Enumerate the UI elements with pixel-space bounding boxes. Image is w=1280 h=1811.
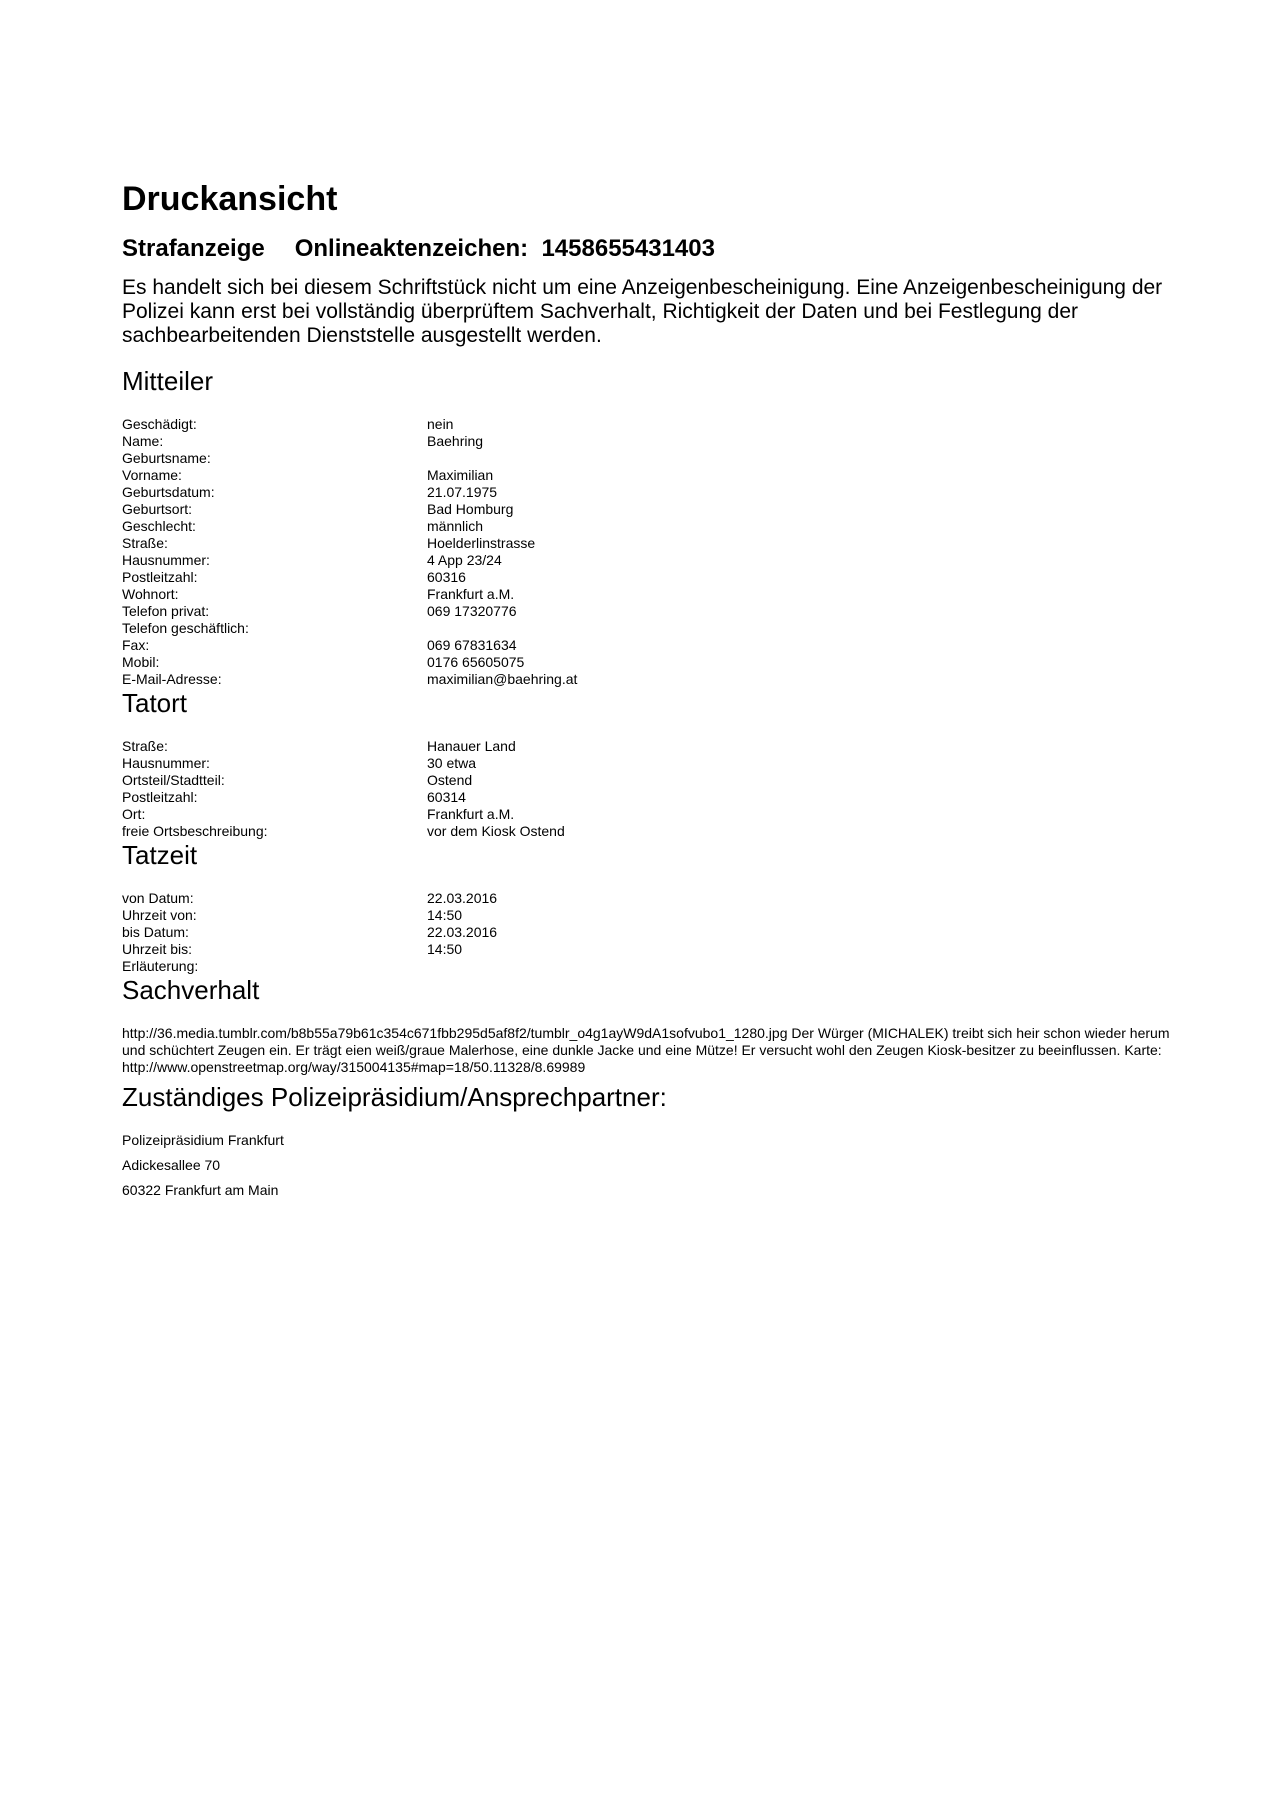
field-row bbox=[122, 484, 1172, 501]
field-value: Hanauer Land bbox=[427, 738, 516, 754]
field-label: Name: bbox=[122, 433, 164, 449]
field-row bbox=[122, 671, 1172, 688]
field-row bbox=[122, 467, 1172, 484]
page-title: Druckansicht bbox=[122, 180, 338, 218]
disclaimer-text: Es handelt sich bei diesem Schriftstück nicht um eine Anzeigenbescheinigung. Eine Anzeigenbescheinigung der Polizei kann erst bei vollständig überprüftem Sachverhalt, Richtigkeit der Daten und bei Festlegung der sachbearbeitenden Dienststelle ausgestellt werden. bbox=[122, 276, 1163, 347]
field-label: Straße: bbox=[122, 738, 168, 754]
tatzeit-fields bbox=[122, 890, 1172, 975]
field-value: 14:50 bbox=[427, 907, 463, 923]
field-label: Geburtsname: bbox=[122, 450, 211, 466]
field-value: Bad Homburg bbox=[427, 501, 514, 517]
police-city: 60322 Frankfurt am Main bbox=[122, 1182, 279, 1198]
field-label: Geschlecht: bbox=[122, 518, 196, 534]
section-heading-tatzeit: Tatzeit bbox=[122, 840, 198, 870]
field-row bbox=[122, 501, 1172, 518]
field-row bbox=[122, 416, 1172, 433]
field-row bbox=[122, 924, 1172, 941]
field-value: 069 67831634 bbox=[427, 637, 517, 653]
section-heading-sachverhalt: Sachverhalt bbox=[122, 975, 260, 1005]
field-value: 0176 65605075 bbox=[427, 654, 525, 670]
police-street: Adickesallee 70 bbox=[122, 1157, 221, 1173]
field-value: nein bbox=[427, 416, 454, 432]
field-label: Straße: bbox=[122, 535, 168, 551]
field-row bbox=[122, 958, 1172, 975]
field-label: von Datum: bbox=[122, 890, 194, 906]
case-number-label: Onlineaktenzeichen: bbox=[294, 235, 529, 262]
field-value: Hoelderlinstrasse bbox=[427, 535, 536, 551]
field-label: Mobil: bbox=[122, 654, 160, 670]
field-row bbox=[122, 450, 1172, 467]
print-view-document bbox=[122, 178, 1172, 1207]
field-value: 069 17320776 bbox=[427, 603, 517, 619]
field-row bbox=[122, 941, 1172, 958]
field-row bbox=[122, 620, 1172, 637]
police-name: Polizeipräsidium Frankfurt bbox=[122, 1132, 284, 1148]
field-value: 21.07.1975 bbox=[427, 484, 498, 500]
field-row bbox=[122, 907, 1172, 924]
field-value: 30 etwa bbox=[427, 755, 477, 771]
field-label: freie Ortsbeschreibung: bbox=[122, 823, 268, 839]
field-label: Hausnummer: bbox=[122, 755, 210, 771]
field-value: 22.03.2016 bbox=[427, 890, 498, 906]
mitteiler-fields bbox=[122, 416, 1172, 688]
field-label: bis Datum: bbox=[122, 924, 189, 940]
field-label: Geschädigt: bbox=[122, 416, 197, 432]
field-value: 60316 bbox=[427, 569, 466, 585]
field-value bbox=[427, 450, 1172, 467]
report-type: Strafanzeige bbox=[122, 235, 265, 262]
field-label: Uhrzeit von: bbox=[122, 907, 197, 923]
section-heading-tatort: Tatort bbox=[122, 688, 188, 718]
field-label: Fax: bbox=[122, 637, 150, 653]
field-row bbox=[122, 569, 1172, 586]
field-row bbox=[122, 586, 1172, 603]
field-label: Hausnummer: bbox=[122, 552, 210, 568]
field-value: 22.03.2016 bbox=[427, 924, 498, 940]
field-value bbox=[427, 958, 1172, 975]
field-row bbox=[122, 535, 1172, 552]
tatort-fields bbox=[122, 738, 1172, 840]
field-value bbox=[427, 620, 1172, 637]
field-label: Erläuterung: bbox=[122, 958, 199, 974]
field-label: Ortsteil/Stadtteil: bbox=[122, 772, 225, 788]
section-heading-mitteiler: Mitteiler bbox=[122, 366, 214, 396]
field-label: Postleitzahl: bbox=[122, 569, 198, 585]
field-value: Maximilian bbox=[427, 467, 494, 483]
field-value: vor dem Kiosk Ostend bbox=[427, 823, 565, 839]
case-number: 1458655431403 bbox=[541, 235, 715, 262]
field-row bbox=[122, 823, 1172, 840]
field-value: Frankfurt a.M. bbox=[427, 586, 515, 602]
field-label: Uhrzeit bis: bbox=[122, 941, 193, 957]
field-row bbox=[122, 890, 1172, 907]
field-row bbox=[122, 637, 1172, 654]
field-value: Baehring bbox=[427, 433, 484, 449]
field-label: Wohnort: bbox=[122, 586, 179, 602]
field-value: 4 App 23/24 bbox=[427, 552, 502, 568]
field-label: Telefon privat: bbox=[122, 603, 210, 619]
field-value: Frankfurt a.M. bbox=[427, 806, 515, 822]
field-value: männlich bbox=[427, 518, 484, 534]
field-label: Telefon geschäftlich: bbox=[122, 620, 249, 636]
field-label: Postleitzahl: bbox=[122, 789, 198, 805]
field-row bbox=[122, 518, 1172, 535]
field-row bbox=[122, 654, 1172, 671]
case-subtitle bbox=[122, 234, 1172, 264]
field-label: Geburtsort: bbox=[122, 501, 193, 517]
field-row bbox=[122, 603, 1172, 620]
sachverhalt-text: http://36.media.tumblr.com/b8b55a79b61c354c671fbb295d5af8f2/tumblr_o4g1ayW9dA1sofvubo1_1280.jpg Der Würger (MICHALEK) treibt sich heir schon wieder herum und schüchtert Zeugen ein. Er trägt eien weiß/graue Malerhose, eine dunkle Jacke und eine Mütze! Er versucht wohl den Zeugen Kiosk-besitzer zu beeinflussen. Karte: http://www.openstreetmap.org/way/315004135#map=18/50.11328/8.69989 bbox=[122, 1025, 1170, 1075]
field-row bbox=[122, 755, 1172, 772]
field-label: Ort: bbox=[122, 806, 146, 822]
field-value: Ostend bbox=[427, 772, 473, 788]
field-row bbox=[122, 806, 1172, 823]
field-row bbox=[122, 552, 1172, 569]
field-row bbox=[122, 433, 1172, 450]
field-label: Vorname: bbox=[122, 467, 182, 483]
field-row bbox=[122, 789, 1172, 806]
field-value: maximilian@baehring.at bbox=[427, 671, 578, 687]
field-value: 14:50 bbox=[427, 941, 463, 957]
field-row bbox=[122, 738, 1172, 755]
field-row bbox=[122, 772, 1172, 789]
field-value: 60314 bbox=[427, 789, 466, 805]
field-label: Geburtsdatum: bbox=[122, 484, 215, 500]
field-label: E-Mail-Adresse: bbox=[122, 671, 222, 687]
police-address bbox=[122, 1132, 1172, 1199]
section-heading-polizei: Zuständiges Polizeipräsidium/Ansprechpartner: bbox=[122, 1082, 667, 1112]
